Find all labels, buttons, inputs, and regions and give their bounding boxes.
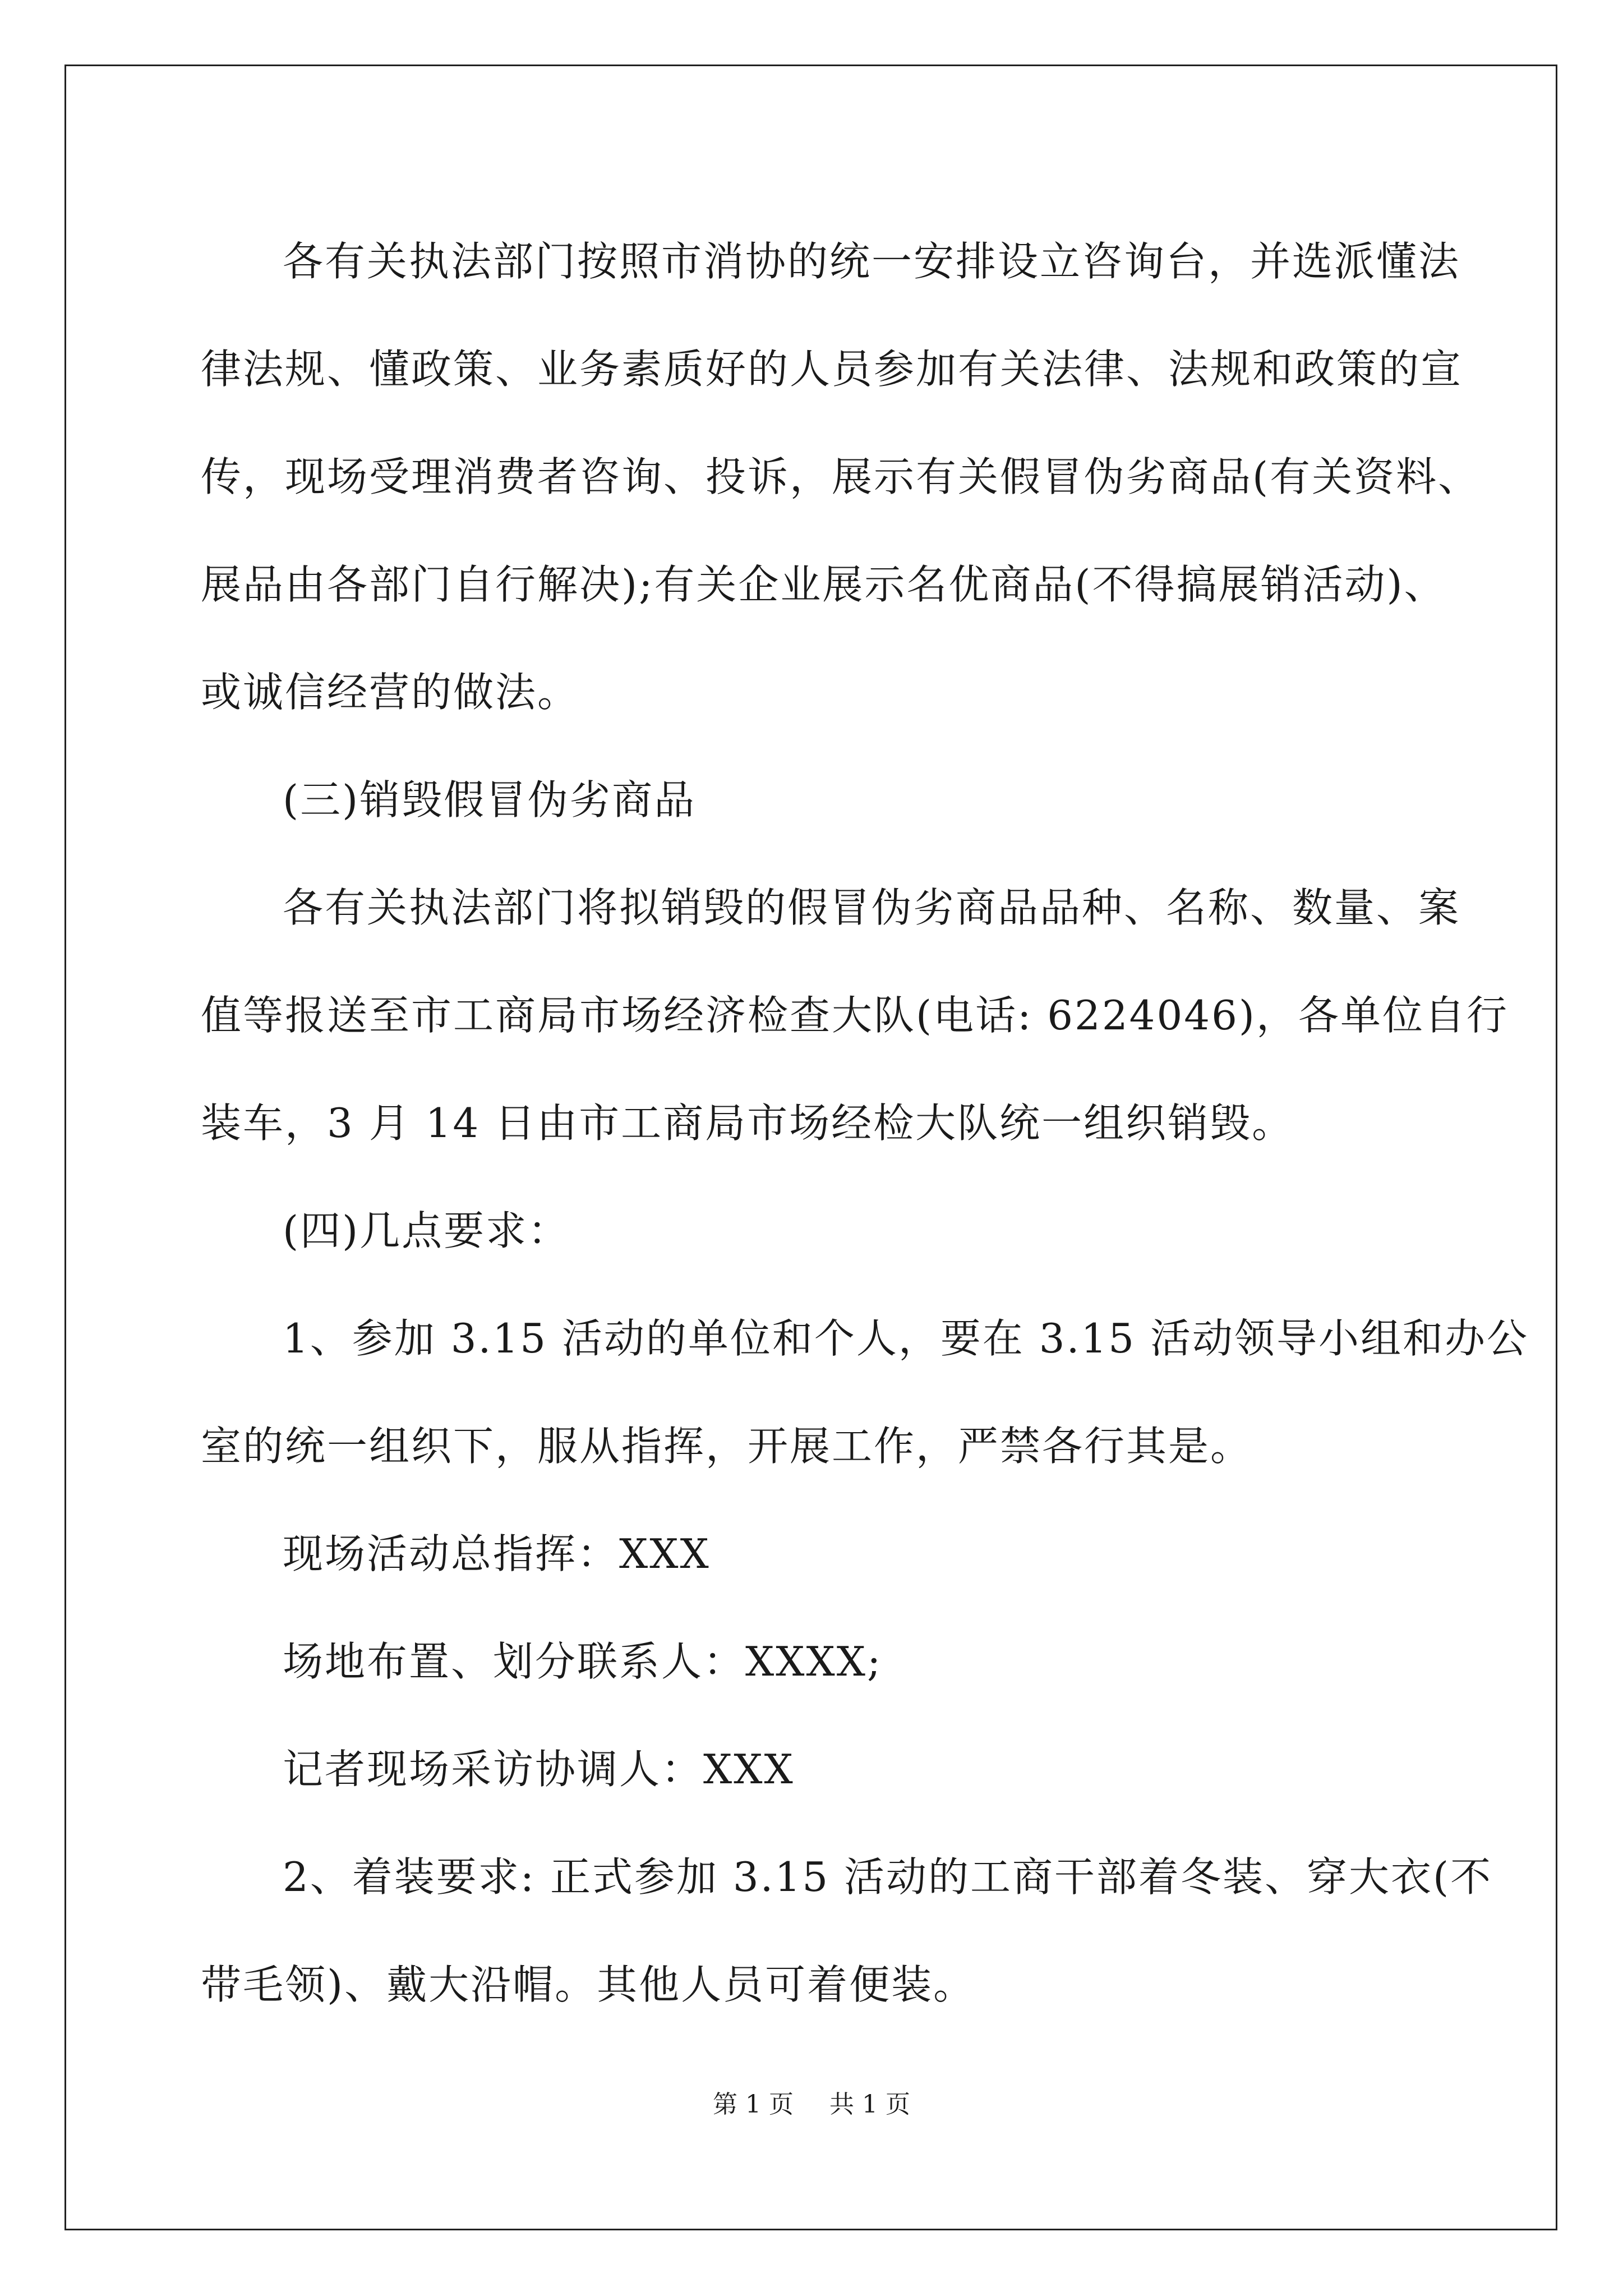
contact-line: 现场活动总指挥：XXX	[283, 1530, 711, 1577]
paragraph-line: 展品由各部门自行解决);有关企业展示名优商品(不得搞展销活动)、	[201, 561, 1446, 608]
paragraph-line: 1、参加 3.15 活动的单位和个人，要在 3.15 活动领导小组和办公	[283, 1315, 1529, 1362]
page-footer	[0, 2084, 1623, 2120]
paragraph-line: 各有关执法部门按照市消协的统一安排设立咨询台，并选派懂法	[283, 238, 1461, 285]
paragraph-line: 传，现场受理消费者咨询、投诉，展示有关假冒伪劣商品(有关资料、	[201, 453, 1481, 500]
paragraph-line: 室的统一组织下，服从指挥，开展工作，严禁各行其是。	[201, 1423, 1253, 1470]
section-heading: (四)几点要求：	[283, 1207, 570, 1254]
page-total: 共 1 页	[829, 2090, 910, 2119]
contact-line: 场地布置、划分联系人：XXXX;	[283, 1638, 883, 1685]
paragraph-line: 各有关执法部门将拟销毁的假冒伪劣商品品种、名称、数量、案	[283, 884, 1461, 931]
paragraph-line: 或诚信经营的做法。	[201, 669, 580, 716]
paragraph-line: 律法规、懂政策、业务素质好的人员参加有关法律、法规和政策的宣	[201, 346, 1463, 393]
paragraph-line: 值等报送至市工商局市场经济检查大队(电话: 6224046)，各单位自行	[201, 992, 1509, 1039]
section-heading: (三)销毁假冒伪劣商品	[283, 776, 697, 823]
contact-line: 记者现场采访协调人：XXX	[283, 1746, 795, 1793]
document-body	[201, 208, 1529, 2039]
paragraph-line: 2、着装要求: 正式参加 3.15 活动的工商干部着冬装、穿大衣(不	[283, 1853, 1493, 1901]
paragraph-line: 装车，3 月 14 日由市工商局市场经检大队统一组织销毁。	[201, 1099, 1294, 1147]
page-number: 第 1 页	[713, 2090, 794, 2119]
paragraph-line: 带毛领)、戴大沿帽。其他人员可着便装。	[201, 1961, 976, 2008]
